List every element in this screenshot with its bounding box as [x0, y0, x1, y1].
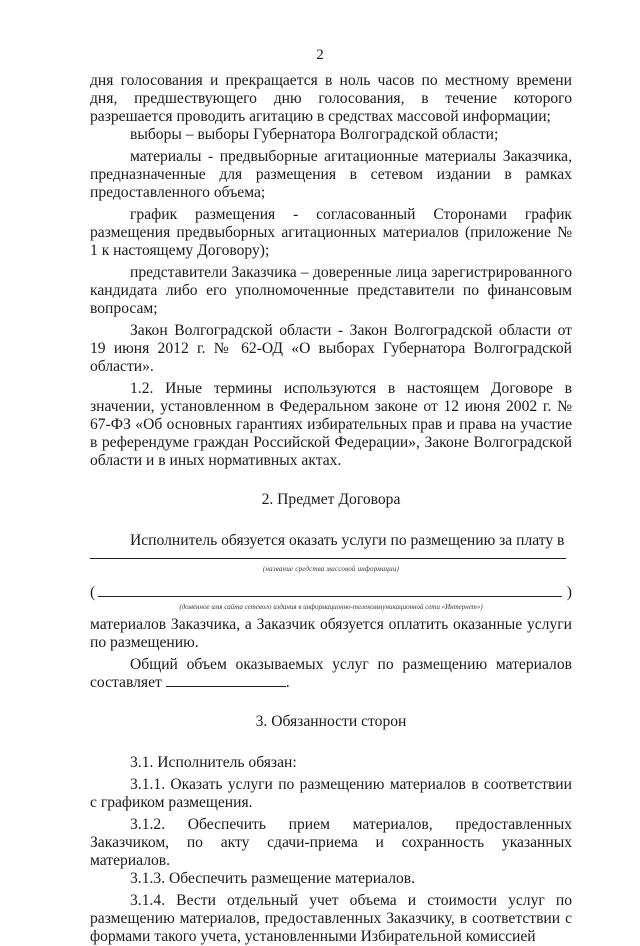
media-name-caption: (название средства массовой информации)	[262, 565, 400, 573]
clause-3-1-3: 3.1.3. Обеспечить размещение материалов.	[130, 870, 416, 887]
media-name-rule	[90, 558, 566, 559]
domain-name-caption: (доменное имя сайта сетевого издания в информационно-телекоммуникационной сети «Интернет»)	[179, 603, 483, 611]
volume-end: .	[285, 674, 290, 691]
paren-open: (	[90, 584, 96, 601]
definition-representatives: представители Заказчика – доверенные лица зарегистрированного кандидата либо его уполномоченные представители по финансовым вопросам;	[90, 264, 572, 317]
section-2-volume	[90, 656, 572, 692]
page-number: 2	[316, 47, 324, 63]
clause-3-1-4: 3.1.4. Вести отдельный учет объема и стоимости услуг по размещению материалов, предоставленных Заказчику, в соответствии с формами такого учета, установленными Избирательной комиссией	[90, 892, 572, 945]
clause-3-1-2: 3.1.2. Обеспечить прием материалов, предоставленных Заказчиком, по акту сдачи-приема и сохранность указанных материалов.	[90, 816, 572, 869]
clause-3-1-1: 3.1.1. Оказать услуги по размещению материалов в соответствии с графиком размещения.	[90, 776, 572, 811]
paren-close: )	[566, 584, 572, 601]
document-body	[90, 72, 572, 946]
domain-name-blank	[90, 584, 572, 616]
section-2-after: материалов Заказчика, а Заказчик обязуется оплатить оказанные услуги по размещению.	[90, 616, 572, 651]
section-2-lead: Исполнитель обязуется оказать услуги по размещению за плату в	[130, 532, 565, 549]
section-2-heading: 2. Предмет Договора	[261, 491, 401, 508]
section-3-heading: 3. Обязанности сторон	[255, 713, 407, 730]
clause-1-2: 1.2. Иные термины используются в настоящем Договоре в значении, установленном в Федеральном законе от 12 июня 2002 г. № 67-ФЗ «Об основных гарантиях избирательных прав и права на участие в референдуме граждан Российской Федерации», Законе Волгоградской области и в иных нормативных актах.	[90, 380, 572, 469]
definition-schedule: график размещения - согласованный Сторонами график размещения предвыборных агитационных материалов (приложение № 1 к настоящему Договору);	[90, 206, 572, 259]
clause-3-1: 3.1. Исполнитель обязан:	[130, 754, 297, 771]
paragraph-continuation: дня голосования и прекращается в ноль часов по местному времени дня, предшествующего дню голосования, в течение которого разрешается проводить агитацию в средствах массовой информации;	[90, 72, 572, 125]
volume-text: Общий объем оказываемых услуг по размещению материалов составляет	[90, 656, 572, 691]
definition-elections: выборы – выборы Губернатора Волгоградской области;	[130, 126, 499, 143]
definition-materials: материалы - предвыборные агитационные материалы Заказчика, предназначенные для размещения в сетевом издании в рамках предоставленного объема;	[90, 148, 572, 201]
volume-blank	[166, 674, 286, 687]
media-name-blank	[90, 550, 572, 578]
definition-regional-law: Закон Волгоградской области - Закон Волгоградской области от 19 июня 2012 г. № 62-ОД «О выборах Губернатора Волгоградской области».	[90, 322, 572, 375]
domain-name-rule	[98, 596, 562, 597]
